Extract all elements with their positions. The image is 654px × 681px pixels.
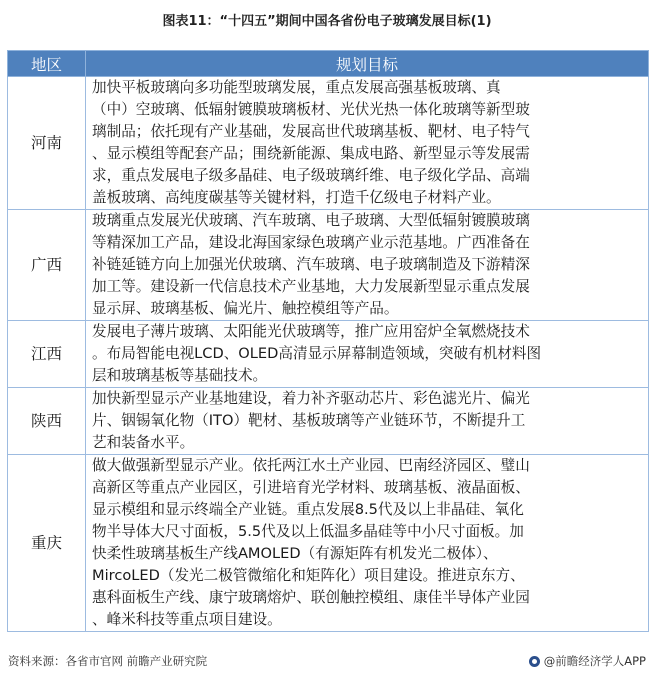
goal-line: 显示屏、玻璃基板、偏光片、触控模组等产品。 xyxy=(92,300,399,317)
province-goals-table xyxy=(7,50,649,632)
goal-line: 加快新型显示产业基地建设，着力补齐驱动芯片、彩色滤光片、偏光 xyxy=(92,390,530,407)
region-cell: 重庆 xyxy=(8,455,86,632)
goal-line: 玻璃重点发展光伏玻璃、汽车玻璃、电子玻璃、大型低辐射镀膜玻璃 xyxy=(92,212,530,229)
table-header-row xyxy=(8,51,649,77)
goal-line: 补链延链方向上加强光伏玻璃、汽车玻璃、电子玻璃制造及下游精深 xyxy=(92,256,530,273)
goal-line: （中）空玻璃、低辐射镀膜玻璃板材、光伏光热一体化玻璃等新型玻 xyxy=(92,101,530,118)
goal-line: 惠科面板生产线、康宁玻璃熔炉、联创触控模组、康佳半导体产业园 xyxy=(92,589,530,606)
goal-cell xyxy=(86,321,649,388)
table-row xyxy=(8,388,649,455)
table-row xyxy=(8,210,649,321)
brand-text: @前瞻经济学人APP xyxy=(543,654,646,668)
goal-line: 高新区等重点产业园区，引进培育光学材料、玻璃基板、液晶面板、 xyxy=(92,479,530,496)
goal-line: 、显示模组等配套产品；围绕新能源、集成电路、新型显示等发展需 xyxy=(92,145,530,162)
goal-line: 艺和装备水平。 xyxy=(92,434,195,451)
goal-line: 显示模组和显示终端全产业链。重点发展8.5代及以上非晶硅、氧化 xyxy=(92,501,524,518)
source-note: 资料来源：各省市官网 前瞻产业研究院 xyxy=(8,654,208,668)
goal-line: 片、铟锡氧化物（ITO）靶材、基板玻璃等产业链环节，不断提升工 xyxy=(92,412,526,429)
table-row xyxy=(8,321,649,388)
goal-line: 物半导体大尺寸面板，5.5代及以上低温多晶硅等中小尺寸面板。加 xyxy=(92,523,524,540)
goal-line: 璃制品；依托现有产业基础，发展高世代玻璃基板、靶材、电子特气 xyxy=(92,123,530,140)
goal-line: MircoLED（发光二极管微缩化和矩阵化）项目建设。推进京东方、 xyxy=(92,567,525,584)
brand-logo-icon xyxy=(529,656,540,667)
goal-line: 加工等。建设新一代信息技术产业基地，大力发展新型显示重点发展 xyxy=(92,278,530,295)
goal-cell xyxy=(86,388,649,455)
region-cell: 河南 xyxy=(8,77,86,210)
goal-line: 加快平板玻璃向多功能型玻璃发展，重点发展高强基板玻璃、真 xyxy=(92,79,501,96)
goal-cell xyxy=(86,455,649,632)
goal-line: 、峰米科技等重点项目建设。 xyxy=(92,611,282,628)
goal-line: 做大做强新型显示产业。依托两江水土产业园、巴南经济园区、璧山 xyxy=(92,457,530,474)
region-cell: 陕西 xyxy=(8,388,86,455)
goal-line: 发展电子薄片玻璃、太阳能光伏玻璃等，推广应用窑炉全氧燃烧技术 xyxy=(92,323,530,340)
table-row xyxy=(8,77,649,210)
brand-credit xyxy=(529,653,646,669)
goal-line: 。布局智能电视LCD、OLED高清显示屏幕制造领域，突破有机材料图 xyxy=(92,345,542,362)
goal-line: 盖板玻璃、高纯度碳基等关键材料，打造千亿级电子材料产业。 xyxy=(92,189,501,206)
region-cell: 江西 xyxy=(8,321,86,388)
goal-line: 层和玻璃基板等基础技术。 xyxy=(92,367,268,384)
header-region: 地区 xyxy=(8,51,86,77)
region-cell: 广西 xyxy=(8,210,86,321)
goal-line: 快柔性玻璃基板生产线AMOLED（有源矩阵有机发光二极体）、 xyxy=(92,545,498,562)
header-goal: 规划目标 xyxy=(86,51,649,77)
figure-title: 图表11：“十四五”期间中国各省份电子玻璃发展目标(1) xyxy=(162,14,492,29)
goal-cell xyxy=(86,210,649,321)
goal-cell xyxy=(86,77,649,210)
table-row xyxy=(8,455,649,632)
goal-line: 求，重点发展电子级多晶硅、电子级玻璃纤维、电子级化学品、高端 xyxy=(92,167,530,184)
goal-line: 等精深加工产品，建设北海国家绿色玻璃产业示范基地。广西准备在 xyxy=(92,234,530,251)
